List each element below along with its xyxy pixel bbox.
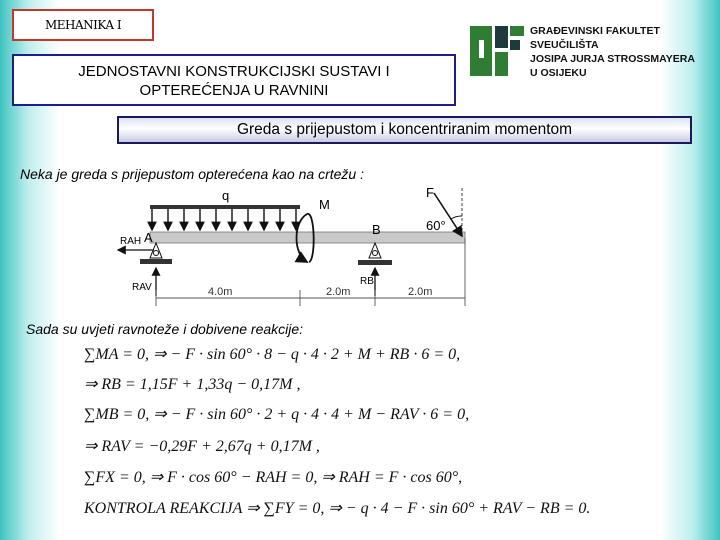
section-banner (117, 116, 692, 144)
distributed-load-bar (150, 205, 300, 209)
faculty-logo-icon (468, 22, 526, 78)
course-label (12, 9, 154, 41)
dim-2: 2.0m (326, 286, 351, 298)
label-M: M (319, 197, 330, 212)
faculty-line-1: GRAĐEVINSKI FAKULTET (530, 25, 660, 37)
banner-text: Greda s prijepustom i koncentriranim momentom (236, 121, 573, 138)
equation-6: KONTROLA REAKCIJA ⇒ ∑FY = 0, ⇒ − q · 4 − F · sin 60° + RAV − RB = 0. (84, 500, 591, 517)
label-A: A (144, 230, 153, 245)
equation-5: ∑FX = 0, ⇒ F · cos 60° − RAH = 0, ⇒ RAH = F · cos 60°, (84, 469, 463, 486)
faculty-line-4: U OSIJEKU (530, 67, 587, 79)
faculty-line-3: JOSIPA JURJA STROSSMAYERA (530, 53, 695, 65)
label-q: q (222, 188, 230, 203)
label-B: B (372, 222, 381, 237)
title-line-2: OPTEREĆENJA U RAVNINI (139, 82, 329, 99)
dim-1: 4.0m (208, 286, 233, 298)
distributed-load-arrows (152, 209, 296, 230)
title-line-1: JEDNOSTAVNI KONSTRUKCIJSKI SUSTAVI I (78, 63, 390, 80)
support-A (140, 243, 172, 264)
label-F: F (426, 185, 434, 200)
beam-diagram (110, 178, 480, 318)
dim-3: 2.0m (408, 286, 433, 298)
label-angle: 60° (426, 218, 446, 233)
faculty-name (530, 24, 715, 80)
support-B (358, 243, 392, 265)
beam (150, 232, 465, 243)
equation-1: ∑MA = 0, ⇒ − F · sin 60° · 8 − q · 4 · 2 + M + RB · 6 = 0, (84, 346, 461, 363)
equation-3: ∑MB = 0, ⇒ − F · sin 60° · 2 + q · 4 · 4 + M − RAV · 6 = 0, (84, 406, 470, 423)
faculty-line-2: SVEUČILIŠTA (530, 39, 599, 51)
results-intro-text: Sada su uvjeti ravnoteže i dobivene reakcije: (26, 321, 304, 337)
equation-2: ⇒ RB = 1,15F + 1,33q − 0,17M , (84, 376, 301, 393)
intro-text: Neka je greda s prijepustom opterećena kao na crtežu : (20, 166, 364, 182)
label-RB: RB (360, 276, 374, 287)
course-text: MEHANIKA I (44, 18, 122, 32)
label-RA-V: RAV (132, 282, 152, 293)
title-box (12, 54, 456, 106)
equation-4: ⇒ RAV = −0,29F + 2,67q + 0,17M , (84, 438, 320, 455)
label-RA-H: RAH (120, 236, 142, 247)
